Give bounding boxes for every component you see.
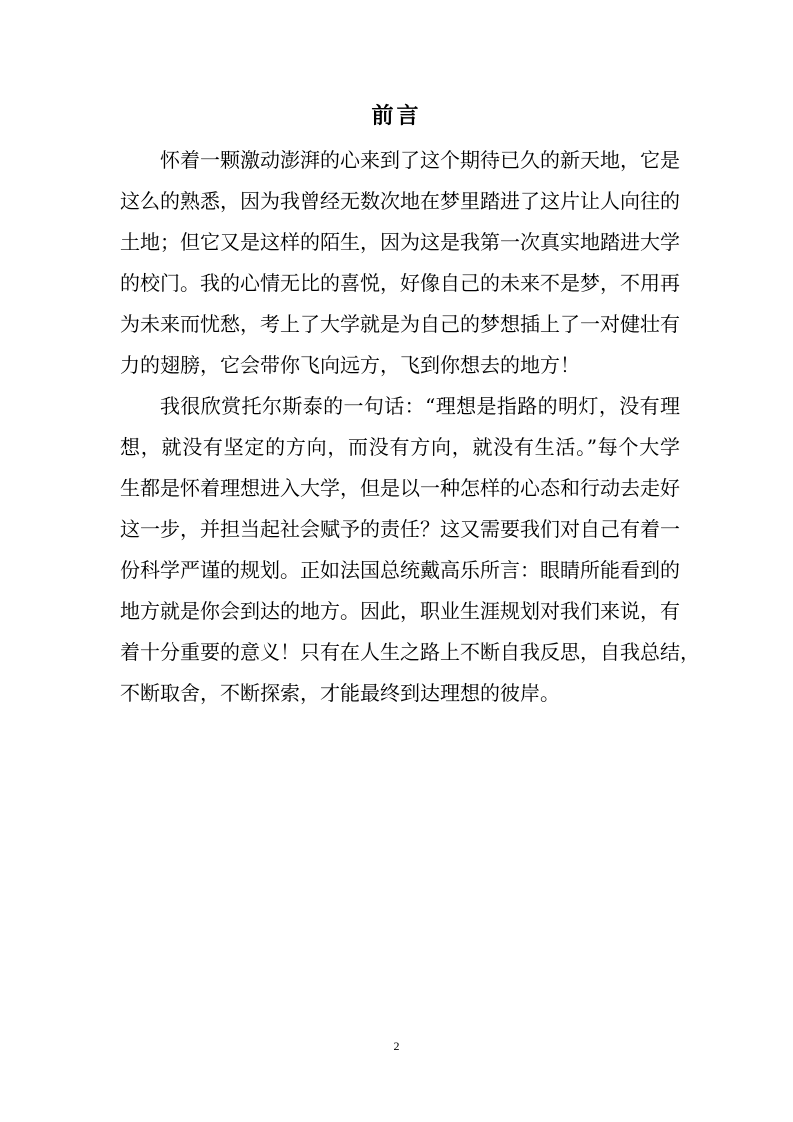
paragraph-line: 地方就是你会到达的地方。因此，职业生涯规划对我们来说，有 — [120, 599, 680, 623]
paragraph-line: 生都是怀着理想进入大学，但是以一种怎样的心态和行动去走好 — [120, 476, 680, 500]
page-number: 2 — [393, 1039, 400, 1053]
paragraph-line: 想，就没有坚定的方向，而没有方向，就没有生活。”每个大学 — [120, 435, 680, 459]
paragraph-line: 着十分重要的意义！只有在人生之路上不断自我反思，自我总结， — [120, 640, 700, 664]
paragraph-line: 不断取舍，不断探索，才能最终到达理想的彼岸。 — [120, 681, 560, 705]
paragraph-line: 土地；但它又是这样的陌生，因为这是我第一次真实地踏进大学 — [120, 230, 680, 254]
paragraph-line: 我很欣赏托尔斯泰的一句话：“理想是指路的明灯，没有理 — [160, 394, 680, 418]
paragraph-line: 份科学严谨的规划。正如法国总统戴高乐所言：眼睛所能看到的 — [120, 558, 680, 582]
page-title: 前言 — [371, 103, 422, 129]
paragraph-line: 的校门。我的心情无比的喜悦，好像自己的未来不是梦，不用再 — [120, 271, 680, 295]
paragraph-line: 为未来而忧愁，考上了大学就是为自己的梦想插上了一对健壮有 — [120, 312, 680, 336]
paragraph-line: 力的翅膀，它会带你飞向远方，飞到你想去的地方！ — [120, 353, 580, 377]
paragraph-line: 这一步，并担当起社会赋予的责任？这又需要我们对自己有着一 — [120, 517, 680, 541]
paragraph-line: 怀着一颗激动澎湃的心来到了这个期待已久的新天地，它是 — [160, 148, 680, 172]
paragraph-line: 这么的熟悉，因为我曾经无数次地在梦里踏进了这片让人向往的 — [120, 189, 680, 213]
